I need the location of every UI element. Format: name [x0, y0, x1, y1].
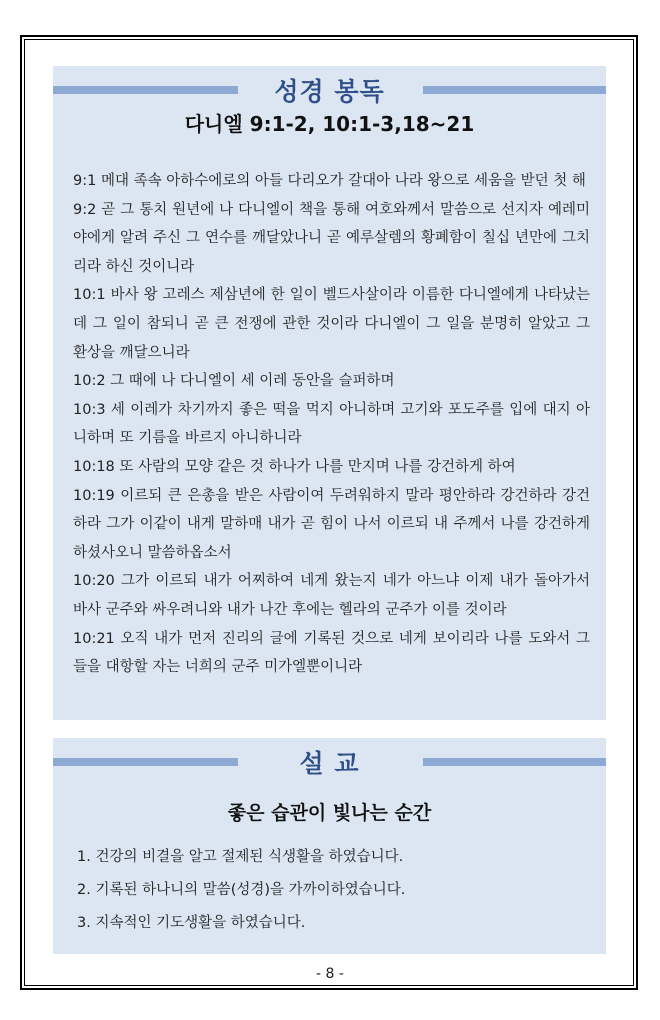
sermon-point: 2. 기록된 하나니의 말씀(성경)을 가까이하였습니다. [77, 882, 406, 898]
verse: 10:2 그 때에 나 다니엘이 세 이레 동안을 슬퍼하며 [73, 373, 395, 390]
verse-list [53, 137, 606, 682]
verse: 10:18 또 사람의 모양 같은 것 하나가 나를 만지며 나를 강건하게 하여 [73, 458, 516, 475]
page-number: - 8 - [316, 966, 344, 982]
verse: 10:3 세 이레가 차기까지 좋은 떡을 먹지 아니하며 고기와 포도주를 입에 대지 아니하며 또 기름을 바르지 아니하니라 [73, 401, 590, 447]
verse: 9:2 곧 그 통치 원년에 나 다니엘이 책을 통해 여호와께서 말씀으로 선지자 예레미야에게 알려 주신 그 연수를 깨달았나니 곧 예루살렘의 황폐함이 칠십 년만에 그치리라 하신 것이니라 [73, 201, 590, 275]
verse: 10:20 그가 이르되 내가 어찌하여 네게 왔는지 네가 아느냐 이제 내가 돌아가서 바사 군주와 싸우려니와 내가 나간 후에는 헬라의 군주가 이를 것이라 [73, 573, 590, 618]
sermon-subtitle: 좋은 습관이 빛나는 순간 [227, 802, 432, 824]
reading-title-row [53, 66, 606, 114]
sermon-title: 설 교 [299, 749, 360, 778]
verse: 10:21 오직 내가 먼저 진리의 글에 기록된 것으로 네게 보이리라 나를 도와서 그들을 대항할 자는 너희의 군주 미가엘뿐이니라 [73, 630, 590, 676]
scripture-reference: 다니엘 9:1-2, 10:1-3,18~21 [184, 112, 475, 136]
sermon-title-row [53, 738, 606, 786]
reading-title: 성경 봉독 [274, 77, 385, 106]
sermon-point: 1. 건강의 비결을 알고 절제된 식생활을 하였습니다. [77, 849, 404, 865]
scripture-reading-section [53, 66, 606, 720]
sermon-section [53, 738, 606, 954]
sermon-points [77, 841, 606, 940]
verse: 10:19 이르되 큰 은총을 받은 사람이여 두려워하지 말라 평안하라 강건하라 강건하라 그가 이같이 내게 말하매 내가 곧 힘이 나서 이르되 내 주께서 나를 강건하게 하셨사오니 말씀하옵소서 [73, 487, 590, 561]
verse: 9:1 메대 족속 아하수에로의 아들 다리오가 갈대아 나라 왕으로 세움을 받던 첫 해 [73, 173, 586, 189]
sermon-point: 3. 지속적인 기도생활을 하였습니다. [77, 915, 306, 931]
verse: 10:1 바사 왕 고레스 제삼년에 한 일이 벨드사살이라 이름한 다니엘에게 나타났는데 그 일이 참되니 곧 큰 전쟁에 관한 것이라 다니엘이 그 일을 분명히 알았고 그 환상을 깨달으니라 [73, 287, 590, 361]
